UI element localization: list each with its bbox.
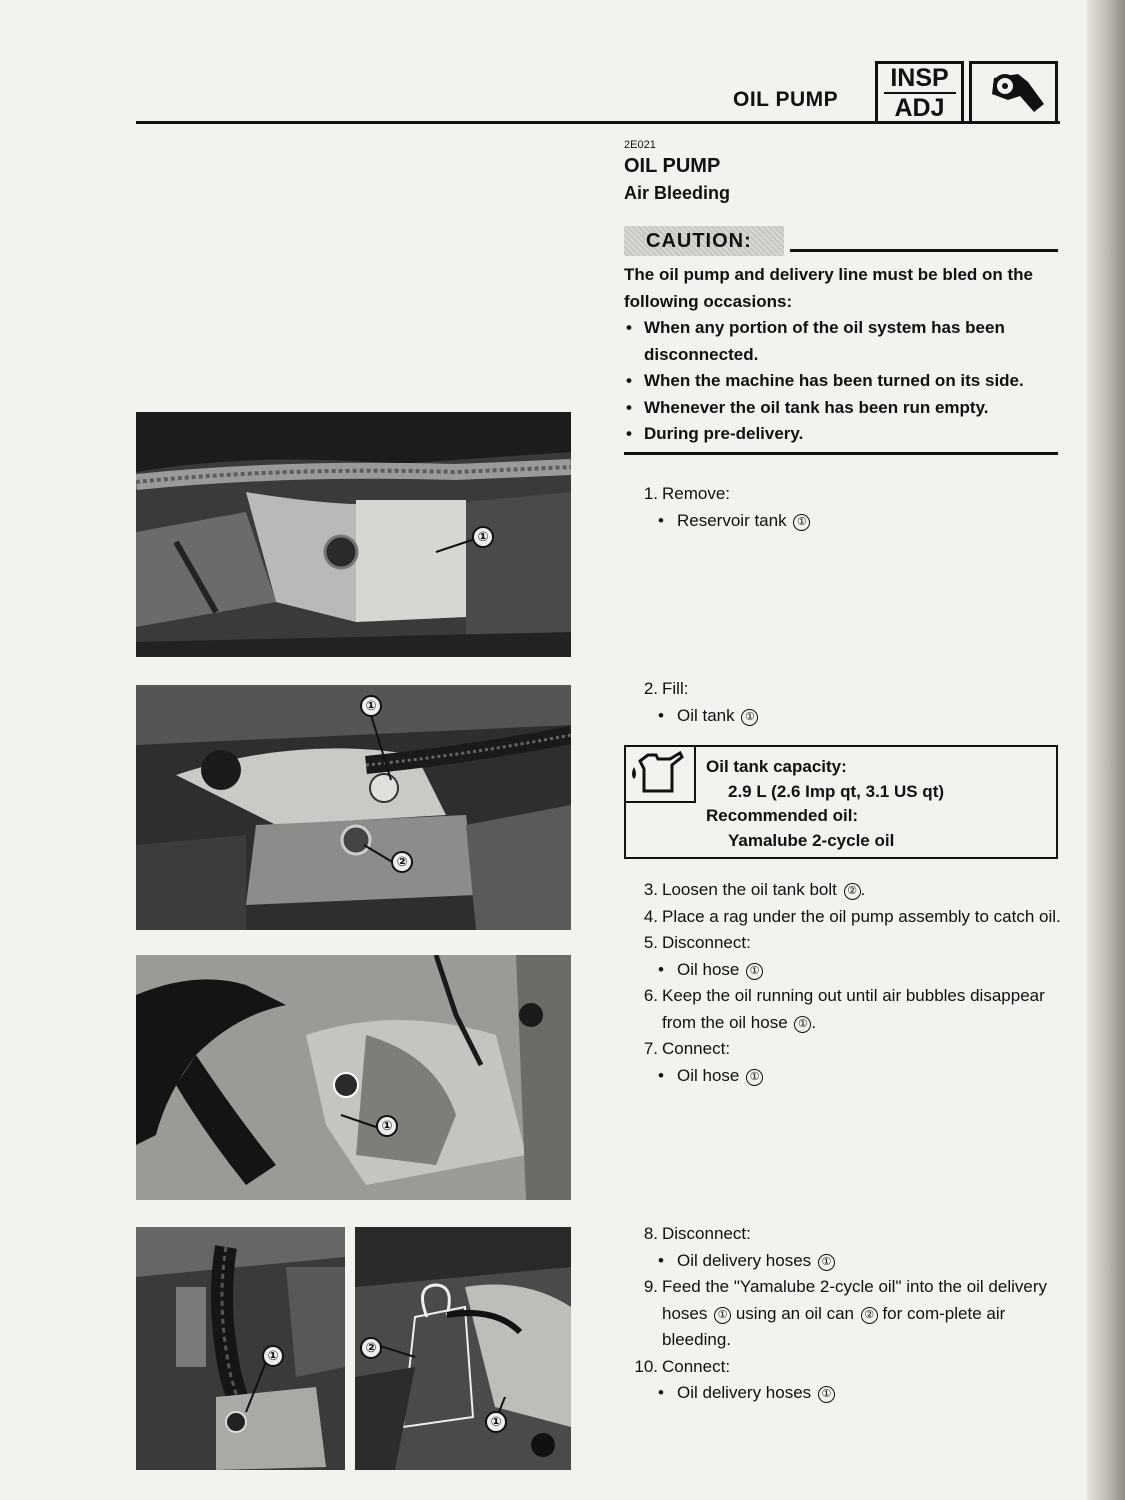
step-number: 1. <box>643 484 658 503</box>
photo-oil-tank <box>136 685 571 930</box>
photo-callout: ① <box>262 1345 284 1367</box>
step-number: 2. <box>643 679 658 698</box>
ref-marker: ① <box>818 1254 835 1271</box>
photo-callout: ① <box>485 1411 507 1433</box>
photo-callout: ① <box>360 695 382 717</box>
step-text: using an oil can <box>735 1303 854 1323</box>
ref-marker: ① <box>714 1307 731 1324</box>
photo-callout: ② <box>360 1337 382 1359</box>
photo-reservoir-tank <box>136 412 571 657</box>
caution-label: CAUTION: <box>624 226 784 256</box>
step-5 <box>624 930 1064 957</box>
step-number: 3. <box>643 880 658 899</box>
header-title: OIL PUMP <box>733 88 839 111</box>
ref-marker: ② <box>844 883 861 900</box>
spec-text <box>706 755 944 853</box>
insp-adj-badge <box>875 61 964 124</box>
step-10 <box>624 1354 1064 1381</box>
photo-oil-can <box>355 1227 571 1470</box>
photo-callout: ② <box>391 851 413 873</box>
step-text: Disconnect: <box>662 933 751 952</box>
step-4 <box>624 904 1064 931</box>
photo-oil-hose <box>136 955 571 1200</box>
step-bullet: Oil tank <box>677 705 735 725</box>
step-8 <box>624 1221 1064 1248</box>
step-text: Fill: <box>662 679 689 698</box>
step-6: 6. Keep the oil running out until air bubbles disappear from the oil hose ① . <box>624 983 1064 1036</box>
step-bullet: Oil delivery hoses <box>677 1250 812 1270</box>
photo-callout: ① <box>376 1115 398 1137</box>
step-text: for com-plete air bleeding. <box>662 1303 1006 1349</box>
section-title: OIL PUMP <box>624 155 721 177</box>
step-1: 1. Remove: • Reservoir tank ① <box>624 481 1064 534</box>
step-bullet: Oil hose <box>677 959 740 979</box>
step-7 <box>624 1036 1064 1063</box>
step-bullet: Reservoir tank <box>677 510 787 530</box>
step-text: Loosen the oil tank bolt <box>662 880 837 899</box>
step-text: Disconnect: <box>662 1224 751 1243</box>
step-number: 6. <box>643 986 658 1005</box>
step-bullet: Oil delivery hoses <box>677 1383 812 1402</box>
step-number: 8. <box>643 1224 658 1243</box>
page-binding-edge <box>1087 0 1125 1500</box>
step-number: 4. <box>643 906 658 926</box>
ref-marker: ② <box>861 1307 878 1324</box>
ref-marker: ① <box>794 1016 811 1033</box>
ref-marker: ① <box>746 1069 763 1086</box>
step-number: 5. <box>643 933 658 952</box>
ref-marker: ① <box>793 514 810 531</box>
caution-rule <box>790 249 1058 252</box>
steps-3-7: 3. Loosen the oil tank bolt ② . 4. Place a rag under the oil pump assembly to catch oil. 5. Disconnect: • Oil hose ① 6. Keep the oil running out until air bubbles disappear from the oil hose ① . 7. Connect: • Oil hose ① <box>624 877 1064 1089</box>
caution-item: • During pre-delivery. <box>624 421 1064 448</box>
section-subtitle: Air Bleeding <box>624 183 731 203</box>
step-3: 3. Loosen the oil tank bolt ② . <box>624 877 1064 904</box>
badge-line-2: ADJ <box>894 93 945 122</box>
badge-line-1: INSP <box>890 63 949 92</box>
wrench-icon <box>969 61 1058 124</box>
steps-8-10: 8. Disconnect: • Oil delivery hoses ① 9. Feed the "Yamalube 2-cycle oil" into the oil delivery hoses ① using an oil can ② for com-plete air bleeding. 10. Connect: • Oil delivery hoses ① <box>624 1221 1064 1407</box>
caution-block <box>624 262 1064 448</box>
caution-item: • When the machine has been turned on its side. <box>624 368 1064 395</box>
oil-can-icon <box>626 747 696 803</box>
oil-value: Yamalube 2-cycle oil <box>728 830 895 850</box>
caution-bottom-rule <box>624 452 1058 455</box>
caution-list <box>624 315 1064 448</box>
step-bullet: Oil hose <box>677 1065 740 1085</box>
ref-marker: ① <box>741 709 758 726</box>
photo-delivery-hoses <box>136 1227 345 1470</box>
capacity-value: 2.9 L (2.6 Imp qt, 3.1 US qt) <box>728 781 945 801</box>
step-text: Connect: <box>662 1039 731 1058</box>
step-number: 10. <box>634 1356 658 1376</box>
header-rule <box>136 121 1060 124</box>
step-text: Feed the "Yamalube 2-cycle oil" into the oil delivery hoses <box>662 1277 1048 1323</box>
capacity-label: Oil tank capacity: <box>706 757 847 776</box>
step-text: Connect: <box>662 1356 731 1376</box>
section-code: 2E021 <box>624 139 656 151</box>
step-2: 2. Fill: • Oil tank ① <box>624 676 1064 729</box>
caution-item: • Whenever the oil tank has been run empty. <box>624 395 1064 422</box>
step-text: Place a rag under the oil pump assembly to catch oil. <box>662 906 1061 926</box>
step-number: 9. <box>643 1277 658 1296</box>
spec-box <box>624 745 1058 859</box>
step-text: Remove: <box>662 484 731 503</box>
ref-marker: ① <box>746 963 763 980</box>
step-9 <box>624 1274 1064 1354</box>
photo-callout: ① <box>472 526 494 548</box>
caution-intro: The oil pump and delivery line must be bled on the following occasions: <box>624 265 1033 311</box>
step-number: 7. <box>643 1039 658 1058</box>
caution-item: • When any portion of the oil system has been disconnected. <box>624 315 1064 368</box>
oil-label: Recommended oil: <box>706 806 859 825</box>
ref-marker: ① <box>818 1386 835 1403</box>
step-text: Keep the oil running out until air bubbles disappear from the oil hose <box>662 986 1045 1032</box>
